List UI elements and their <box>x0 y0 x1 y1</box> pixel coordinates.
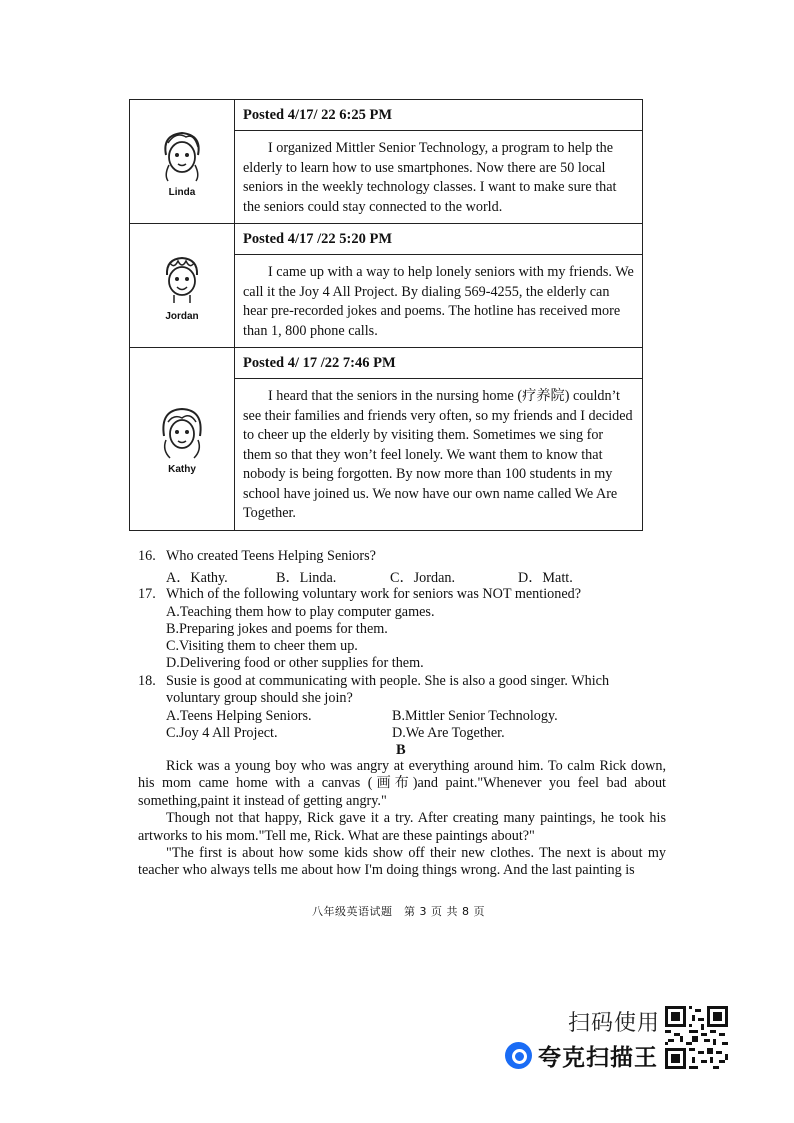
section-heading: B <box>396 742 406 758</box>
option-b: B.Preparing jokes and poems for them. <box>166 621 388 637</box>
option-d: D.We Are Together. <box>392 725 505 741</box>
option-a: A.Teens Helping Seniors. <box>166 708 312 724</box>
passage-paragraph: Rick was a young boy who was angry at everything around him. To calm Rick down, his mom came home with a canvas (画布)and paint."Whenever you feel bad about something,paint it instead of getting angry." <box>138 758 666 809</box>
option-b: B.Mittler Senior Technology. <box>392 708 558 724</box>
option-c: C.Joy 4 All Project. <box>166 725 278 741</box>
kathy-avatar-icon <box>152 402 212 462</box>
option-b: B．Linda. <box>276 570 337 586</box>
linda-avatar-icon <box>152 125 212 185</box>
post-body <box>235 255 643 348</box>
poster-name: Kathy <box>168 464 196 476</box>
scanner-brand <box>505 1040 658 1070</box>
option-c: C.Visiting them to cheer them up. <box>166 638 358 654</box>
option-a: A．Kathy. <box>166 570 228 586</box>
avatar-cell-kathy <box>130 348 235 531</box>
poster-name: Linda <box>168 187 196 198</box>
option-d: D.Delivering food or other supplies for them. <box>166 655 424 671</box>
post-timestamp: Posted 4/17/ 22 6:25 PM <box>235 100 643 131</box>
question-text: Which of the following voluntary work for seniors was NOT mentioned? <box>166 586 582 602</box>
post-text: I heard that the seniors in the nursing home (疗养院) couldn’t see their families and friends very often, so my friends and I decided to cheer up the elderly by visiting them. Sometimes we sing for them so that they won’t feel lonely. We want them to know that nobody is being forgotten. By now more than 100 students in my school have joined us. We now have our own name called We Are Together. <box>243 388 633 521</box>
post-body <box>235 131 643 224</box>
avatar-cell-linda <box>130 100 235 224</box>
question-number: 16. <box>138 548 156 564</box>
question-number: 18. <box>138 673 156 689</box>
passage-paragraph: "The first is about how some kids show off their new clothes. The next is about my teacher who always tells me about how I'm doing things wrong. And the last painting is <box>138 845 666 879</box>
option-c: C．Jordan. <box>390 570 456 586</box>
passage-paragraph: Though not that happy, Rick gave it a try. After creating many paintings, he took his artworks to his mom."Tell me, Rick. What are these paintings about?" <box>138 810 666 844</box>
reading-passage <box>138 758 666 880</box>
post-text: I came up with a way to help lonely seniors with my friends. We call it the Joy 4 All Project. By dialing 569-4255, the elderly can hear pre-recorded jokes and poems. The hotline has received more than 1, 800 phone calls. <box>243 264 634 339</box>
option-d: D．Matt. <box>518 570 573 586</box>
post-timestamp: Posted 4/17 /22 5:20 PM <box>235 224 643 255</box>
brand-name: 夸克扫描王 <box>538 1044 658 1071</box>
posts-table <box>129 99 643 531</box>
qr-code-icon <box>665 1006 728 1069</box>
scan-label: 扫码使用 <box>568 1011 661 1036</box>
post-text: I organized Mittler Senior Technology, a program to help the elderly to learn how to use smartphones. Now there are 50 local seniors in the weekly technology classes. I want to make sure that the seniors could stay connected to the world. <box>243 140 617 215</box>
question-text: Who created Teens Helping Seniors? <box>166 548 376 564</box>
question-text: Susie is good at communicating with people. She is also a good singer. Which <box>166 673 610 689</box>
option-a: A.Teaching them how to play computer games. <box>166 604 435 620</box>
question-number: 17. <box>138 586 156 602</box>
avatar-cell-jordan <box>130 224 235 348</box>
jordan-avatar-icon <box>152 249 212 309</box>
quark-logo-icon <box>505 1042 532 1069</box>
page-footer: 八年级英语试题 第 3 页 共 8 页 <box>312 905 485 918</box>
post-timestamp: Posted 4/ 17 /22 7:46 PM <box>235 348 643 379</box>
question-text-continued: voluntary group should she join? <box>166 690 353 706</box>
poster-name: Jordan <box>165 311 199 322</box>
post-body <box>235 379 643 531</box>
